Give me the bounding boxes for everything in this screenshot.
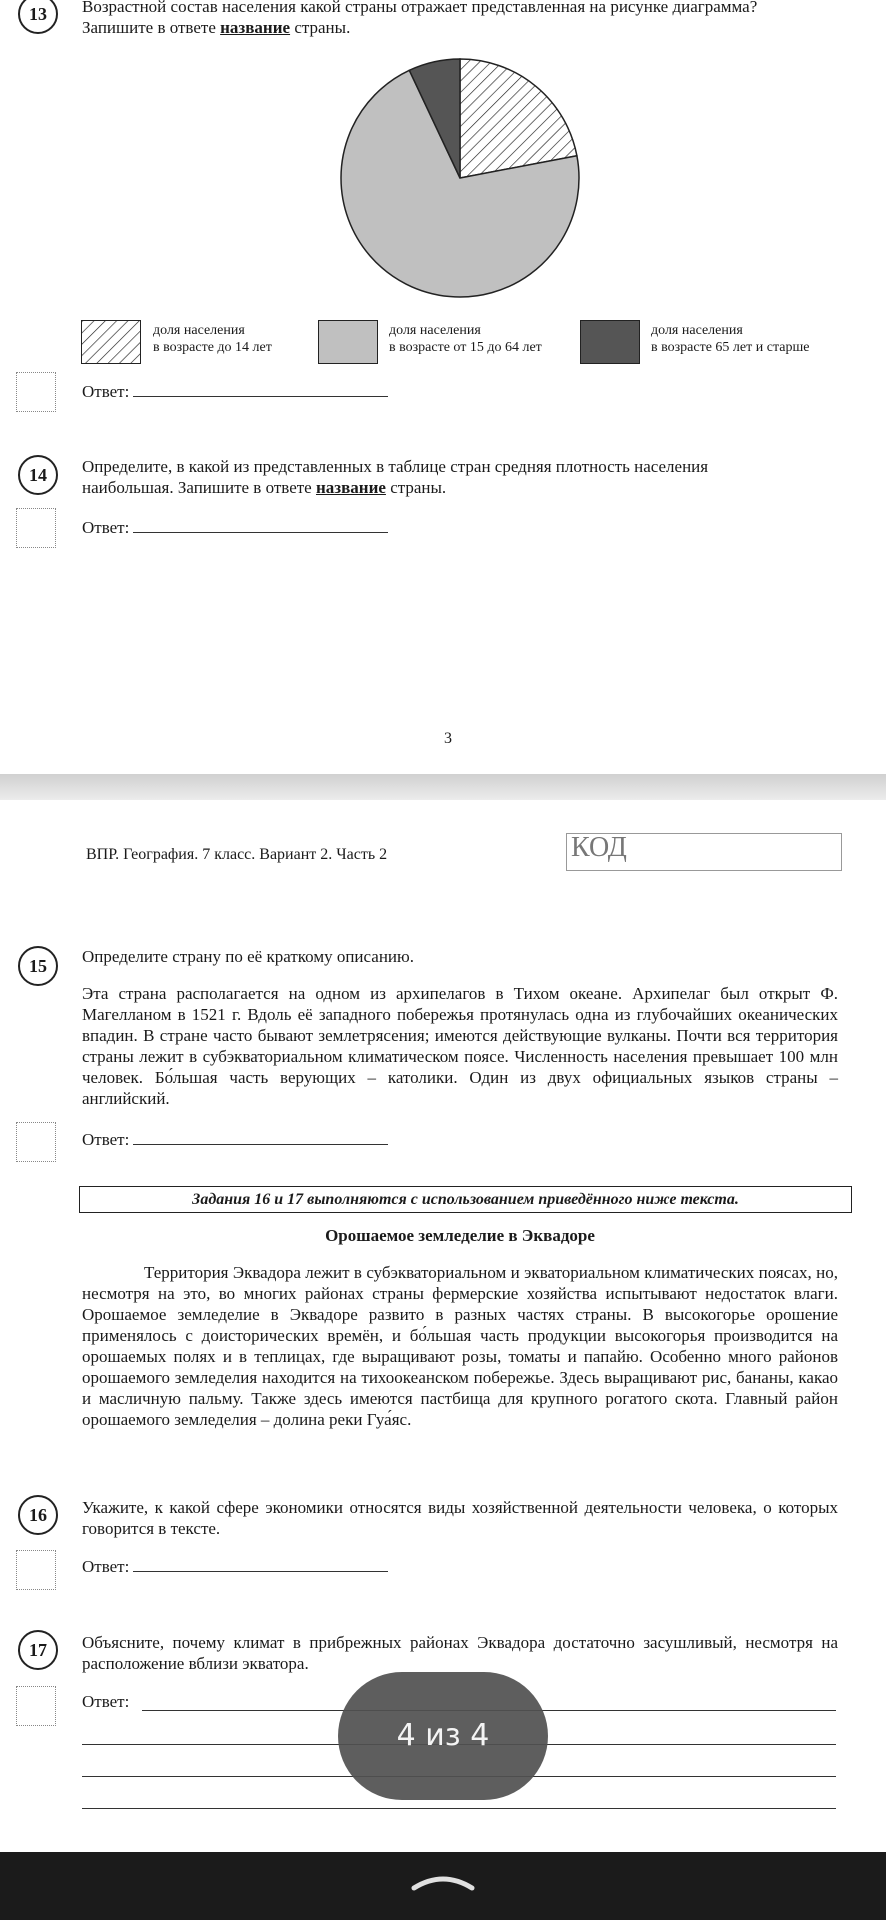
q15-intro: Определите страну по её краткому описанию.	[82, 947, 414, 966]
q13-text-line2: Запишите в ответе название страны.	[82, 18, 351, 37]
answer-line-15[interactable]	[133, 1130, 388, 1145]
kod-box[interactable]	[566, 833, 842, 871]
question-number-15: 15	[18, 946, 58, 986]
kod-label: КОД	[571, 832, 627, 863]
q13-text-line1: Возрастной состав населения какой страны отражает представленная на рисунке диаграмма?	[82, 0, 758, 16]
answer-row-16: Ответ:	[82, 1557, 388, 1577]
answer-box-13[interactable]	[16, 372, 56, 412]
answer-line-13[interactable]	[133, 382, 388, 397]
q14-text-line1: Определите, в какой из представленных в таблице стран средняя плотность населения	[82, 457, 709, 476]
age-structure-pie-chart	[338, 56, 582, 300]
page-number: 3	[444, 730, 452, 747]
answer-line-14[interactable]	[133, 518, 388, 533]
answer-box-17[interactable]	[16, 1686, 56, 1726]
bottom-navigation-bar	[0, 1852, 886, 1920]
page-separator	[0, 774, 886, 800]
q13-emphasis: название	[220, 18, 291, 37]
question-number-16: 16	[18, 1495, 58, 1535]
answer-box-14[interactable]	[16, 508, 56, 548]
chevron-up-icon[interactable]	[410, 1868, 476, 1892]
article-text: Территория Эквадора лежит в субэкваториальном и экваториальном климатических поясах, но, несмотря на это, во многих районах страны фермерские хозяйства испытывают недостаток влаги. Орошаемое земледелие в Эквадоре развито в разных частях страны. В высокогорье орошение применялось с доисторических времён, и бо́льшая часть продукции высокогорья производится на орошаемых полях и в теплицах, где выращивают розы, томаты и папайю. Особенно много районов орошаемого земледелия находится на тихоокеанском побережье. Здесь выращивают рис, бананы, какао и масличную пальму. Также здесь имеются пастбища для крупного рогатого скота. Главный район орошаемого земледелия – долина реки Гуа́яс.	[82, 1263, 838, 1429]
q14-text-line2: наибольшая. Запишите в ответе название страны.	[82, 478, 447, 497]
question-number-14: 14	[18, 455, 58, 495]
question-number-17: 17	[18, 1630, 58, 1670]
answer-row-14: Ответ:	[82, 518, 388, 538]
question-number-13: 13	[18, 0, 58, 34]
tasks-16-17-banner: Задания 16 и 17 выполняются с использованием приведённого ниже текста.	[79, 1186, 852, 1213]
q16-text: Укажите, к какой сфере экономики относятся виды хозяйственной деятельности человека, о которых говорится в тексте.	[82, 1498, 838, 1538]
answer-box-15[interactable]	[16, 1122, 56, 1162]
q14-text	[82, 456, 838, 498]
article-title: Орошаемое земледелие в Эквадоре	[325, 1226, 595, 1245]
answer-line-16[interactable]	[133, 1557, 388, 1572]
q13-text	[82, 0, 838, 38]
page-indicator: 4 из 4	[338, 1672, 548, 1800]
legend-swatch-15-64	[318, 320, 378, 364]
q15-description: Эта страна располагается на одном из архипелагов в Тихом океане. Архипелаг был открыт Ф. Магелланом в 1521 г. Вдоль её западного побережья протянулась одна из глубочайших океанических впадин. В стране часто бывают землетрясения; имеются действующие вулканы. Почти вся территория страны лежит в субэкваториальном климатическом поясе. Численность населения превышает 100 млн человек. Бо́льшая часть верующих – католики. Один из двух официальных языков страны – английский.	[82, 984, 838, 1108]
legend-label-65-plus: доля населения в возрасте 65 лет и старше	[651, 323, 810, 355]
legend-label-15-64: доля населения в возрасте от 15 до 64 лет	[389, 323, 542, 355]
legend-swatch-under-14	[81, 320, 141, 364]
answer-row-15: Ответ:	[82, 1130, 388, 1150]
page-header-title: ВПР. География. 7 класс. Вариант 2. Часть 2	[86, 846, 388, 863]
legend-label-under-14: доля населения в возрасте до 14 лет	[153, 323, 272, 355]
legend-swatch-65-plus	[580, 320, 640, 364]
answer-row-13: Ответ:	[82, 382, 388, 402]
q14-emphasis: название	[315, 478, 386, 497]
answer-row-17: Ответ:	[82, 1692, 130, 1711]
q17-text: Объясните, почему климат в прибрежных районах Эквадора достаточно засушливый, несмотря на расположение вблизи экватора.	[82, 1633, 838, 1673]
answer-box-16[interactable]	[16, 1550, 56, 1590]
